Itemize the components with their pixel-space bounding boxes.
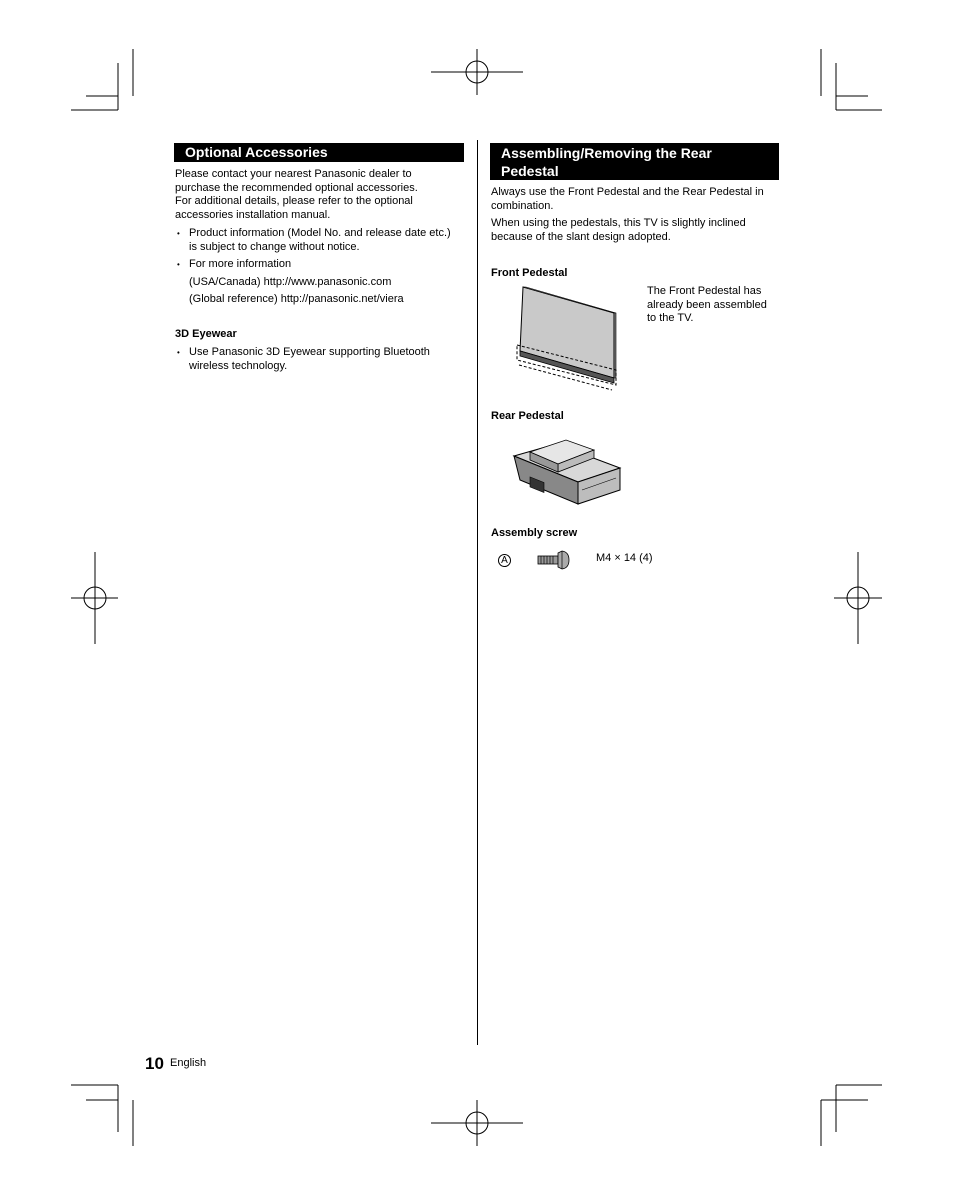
page-number: 10 bbox=[145, 1054, 164, 1073]
link-usa[interactable]: (USA/Canada) http://www.panasonic.com bbox=[189, 276, 392, 288]
rear-pedestal-heading: Rear Pedestal bbox=[491, 410, 564, 422]
front-pedestal-heading: Front Pedestal bbox=[491, 267, 568, 279]
assembling-intro: Always use the Front Pedestal and the Rear Pedestal in combination. When using the pedestals, this TV is slightly inclined because of the slant design adopted. bbox=[491, 186, 764, 243]
optional-bullets bbox=[175, 227, 470, 272]
column-divider bbox=[477, 140, 478, 1045]
screw-icon bbox=[537, 550, 571, 570]
link-global[interactable]: (Global reference) http://panasonic.net/viera bbox=[189, 293, 404, 305]
eyewear-heading: 3D Eyewear bbox=[175, 328, 237, 340]
assembly-screw-heading: Assembly screw bbox=[491, 527, 578, 539]
bullet-product-info: • Product information (Model No. and release date etc.) is subject to change without notice. bbox=[175, 227, 470, 254]
screw-label-circle: A bbox=[498, 554, 511, 567]
optional-intro: Please contact your nearest Panasonic dealer to purchase the recommended optional accessories. For additional details, please refer to the optional accessories installation manual. bbox=[175, 168, 418, 221]
assembling-title: Assembling/Removing the Rear Pedestal bbox=[490, 143, 779, 180]
front-pedestal-illustration bbox=[512, 283, 622, 391]
eyewear-bullets bbox=[175, 346, 470, 373]
front-pedestal-note: The Front Pedestal has already been assembled to the TV. bbox=[647, 285, 767, 325]
optional-accessories-title: Optional Accessories bbox=[174, 143, 464, 162]
bullet-more-info: • For more information bbox=[175, 258, 470, 272]
rear-pedestal-illustration bbox=[508, 430, 624, 510]
bullet-eyewear: • Use Panasonic 3D Eyewear supporting Bluetooth wireless technology. bbox=[175, 346, 470, 373]
footer-language: English bbox=[170, 1057, 207, 1069]
screw-spec: M4 × 14 (4) bbox=[596, 552, 653, 564]
